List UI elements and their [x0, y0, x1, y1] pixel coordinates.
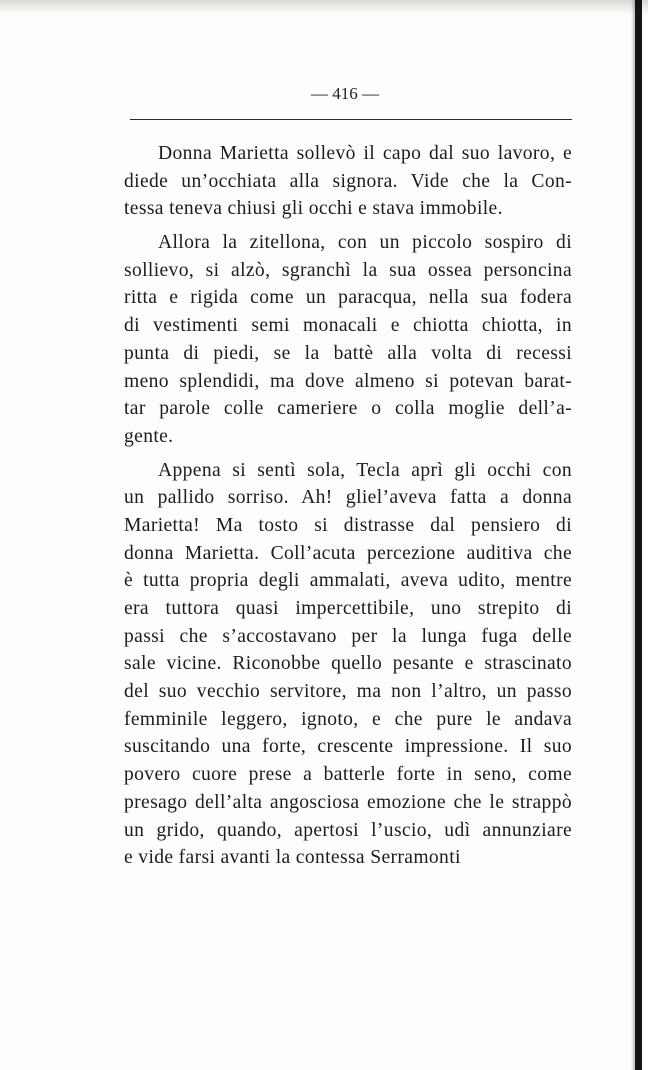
text-line: tessa teneva chiusi gli occhi e stava immobile.	[124, 198, 503, 220]
book-spine-edge	[635, 0, 642, 1070]
text-line: Donna Marietta sollevò il capo dal suo lavoro, e	[158, 143, 572, 164]
text-line: tar parole colle cameriere o colla moglie dell’a-	[124, 398, 572, 420]
page-number: — 416 —	[311, 84, 379, 103]
paragraph	[124, 140, 572, 223]
text-line: suscitando una forte, crescente impressione. Il suo	[124, 736, 572, 758]
text-line: meno splendidi, ma dove almeno si potevan barat-	[124, 370, 572, 392]
text-line: ritta e rigida come un paracqua, nella sua fodera	[124, 287, 572, 309]
text-line: un pallido sorriso. Ah! gliel’aveva fatta a donna	[124, 487, 572, 509]
text-line: è tutta propria degli ammalati, aveva udito, mentre	[124, 570, 572, 592]
paragraph	[124, 229, 572, 451]
text-line: donna Marietta. Coll’acuta percezione auditiva che	[124, 542, 572, 564]
paragraph	[124, 457, 572, 872]
text-line: presago dell’alta angosciosa emozione che le strappò	[124, 791, 572, 813]
text-line: del suo vecchio servitore, ma non l’altro, un passo	[124, 681, 572, 703]
text-line: passi che s’accostavano per la lunga fuga delle	[124, 625, 572, 647]
body-text	[124, 140, 572, 872]
header-rule	[130, 119, 572, 120]
text-line: femminile leggero, ignoto, e che pure le andava	[124, 708, 572, 730]
text-line: sollievo, si alzò, sgranchì la sua ossea personcina	[124, 259, 572, 281]
text-line: un grido, quando, apertosi l’uscio, udì annunziare	[124, 819, 572, 841]
page-top-shadow	[0, 0, 648, 14]
text-line: era tuttora quasi impercettibile, uno strepito di	[124, 598, 572, 619]
text-line: sale vicine. Riconobbe quello pesante e strascinato	[124, 653, 572, 675]
text-line: diede un’occhiata alla signora. Vide che la Con-	[124, 170, 572, 192]
text-line: Marietta! Ma tosto si distrasse dal pensiero di	[124, 514, 572, 536]
text-line: gente.	[124, 425, 174, 447]
text-line: Appena si sentì sola, Tecla aprì gli occhi con	[158, 459, 572, 481]
text-line: e vide farsi avanti la contessa Serramonti	[124, 847, 461, 869]
text-line: di vestimenti semi monacali e chiotta chiotta, in	[124, 315, 572, 337]
text-line: povero cuore prese a batterle forte in seno, come	[124, 764, 572, 786]
text-line: punta di piedi, se la battè alla volta di recessi	[124, 342, 572, 364]
text-line: Allora la zitellona, con un piccolo sospiro di	[158, 232, 572, 254]
